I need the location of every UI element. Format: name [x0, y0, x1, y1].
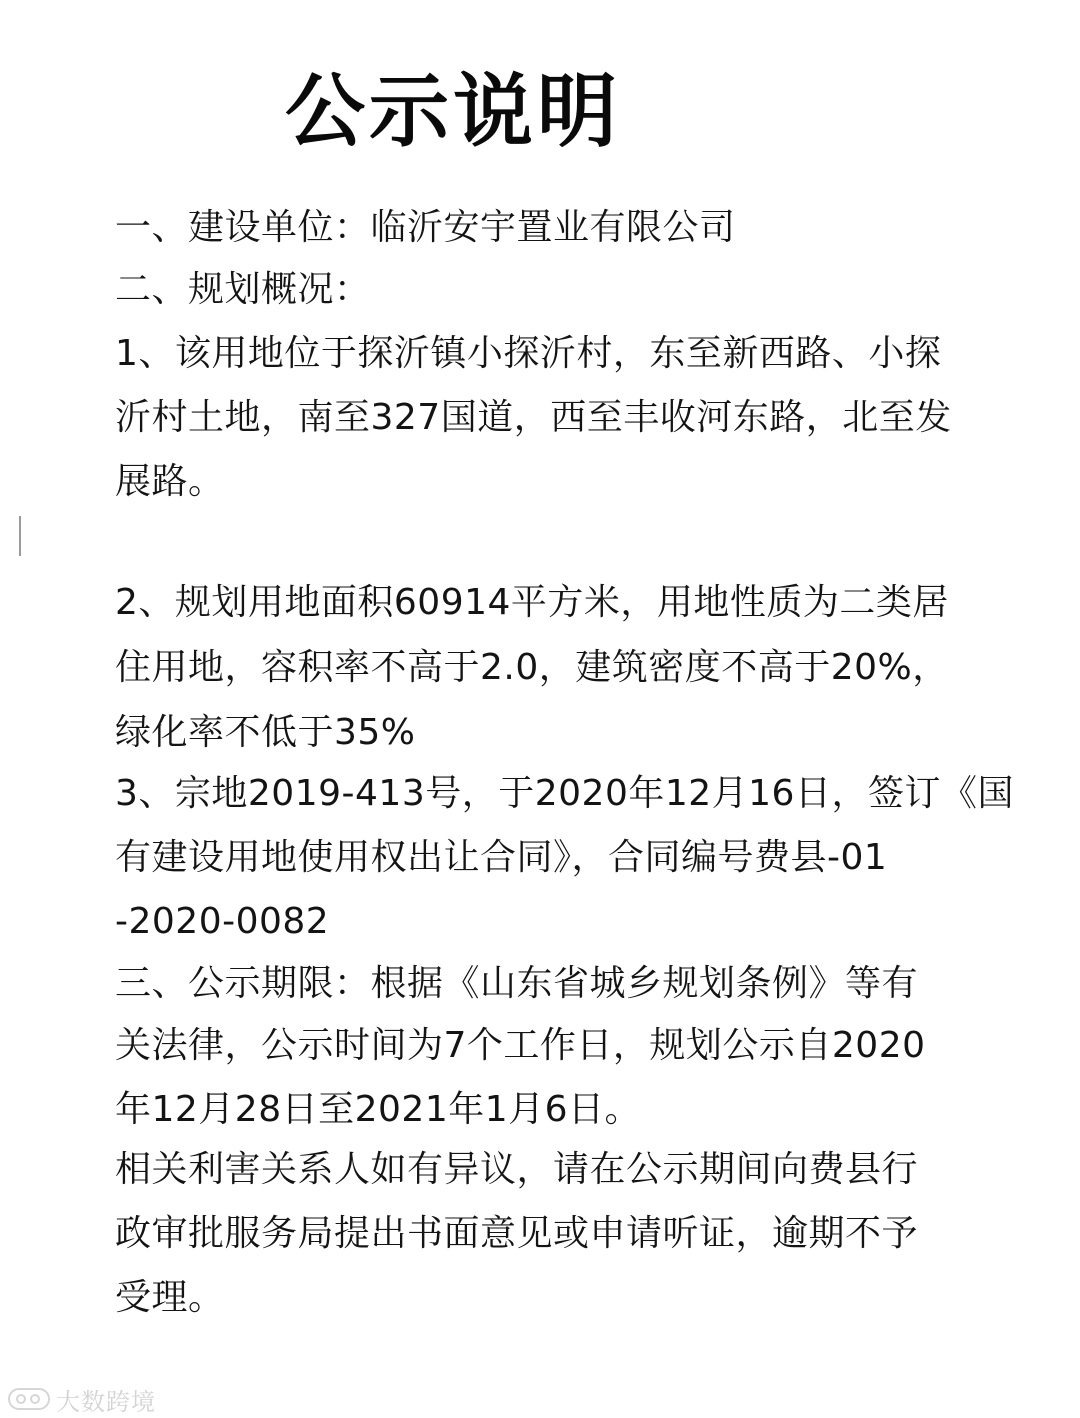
paragraph-line: 3、宗地2019-413号，于2020年12月16日，签订《国: [115, 773, 1014, 814]
paragraph-line: 1、该用地位于探沂镇小探沂村，东至新西路、小探: [115, 333, 942, 374]
paragraph-line: 年12月28日至2021年1月6日。: [115, 1089, 642, 1130]
paragraph-line: 有建设用地使用权出让合同》，合同编号费县-01: [115, 837, 888, 878]
watermark-text: 大数跨境: [56, 1387, 156, 1416]
paragraph-line: 关法律，公示时间为7个工作日，规划公示自2020: [115, 1025, 926, 1066]
section-3-heading: 三、公示期限：根据《山东省城乡规划条例》等有: [115, 963, 919, 1004]
paragraph-line: 政审批服务局提出书面意见或申请听证，逾期不予: [115, 1213, 919, 1254]
paragraph-line: 绿化率不低于35%: [115, 712, 416, 753]
paragraph-line: 住用地，容积率不高于2.0，建筑密度不高于20%，: [115, 647, 949, 688]
scan-edge-mark: [19, 516, 21, 556]
brand-logo-icon: [8, 1388, 50, 1410]
paragraph-line: 受理。: [115, 1277, 225, 1318]
paragraph-line: -2020-0082: [115, 901, 330, 942]
page-title: 公示说明: [285, 65, 621, 158]
section-1-builder: 一、建设单位：临沂安宇置业有限公司: [115, 207, 736, 248]
paragraph-line: 沂村土地，南至327国道，西至丰收河东路，北至发: [115, 397, 952, 438]
paragraph-line: 2、规划用地面积60914平方米，用地性质为二类居: [115, 582, 949, 623]
section-2-heading: 二、规划概况：: [115, 269, 371, 310]
paragraph-line: 展路。: [115, 461, 225, 502]
watermark: [8, 1384, 156, 1414]
paragraph-line: 相关利害关系人如有异议，请在公示期间向费县行: [115, 1149, 919, 1190]
